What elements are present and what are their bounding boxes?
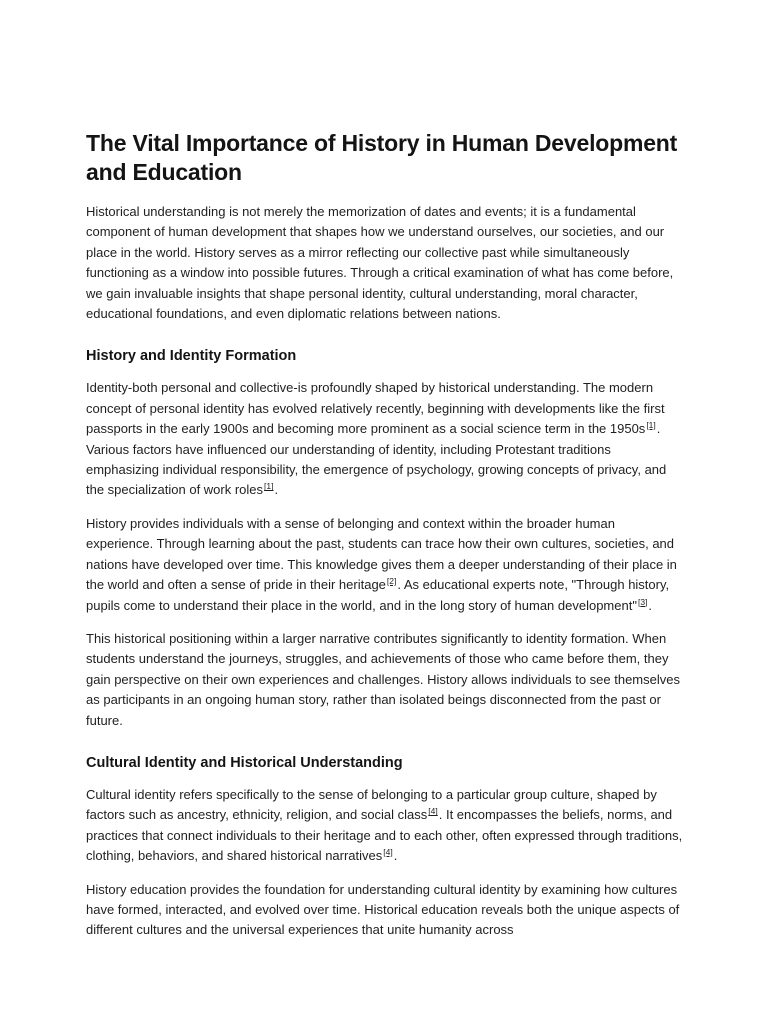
text-span: . Various factors have influenced our understanding of identity, including Protestant traditions emphasizing individual responsibility, the emergence of psychology, growing concepts of privacy, and the specialization of work roles	[86, 421, 667, 498]
text-span: .	[393, 848, 398, 864]
identity-paragraph-3: This historical positioning within a larger narrative contributes significantly to identity formation. When students understand the journeys, struggles, and achievements of those who came before them, they gain perspective on their own experiences and challenges. History allows individuals to see themselves as participants in an ongoing human story, rather than isolated beings disconnected from the past or future.	[86, 630, 680, 728]
intro-paragraph: Historical understanding is not merely the memorization of dates and events; it is a fundamental component of human development that shapes how we understand ourselves, our societies, and our place in the world. History serves as a mirror reflecting our collective past while simultaneously functioning as a window into possible futures. Through a critical examination of what has come before, we gain invaluable insights that shape personal identity, cultural understanding, moral character, educational foundations, and even diplomatic relations between nations.	[86, 204, 674, 322]
cultural-paragraph-1	[86, 785, 684, 867]
cultural-paragraph-2: History education provides the foundation for understanding cultural identity by examining how cultures have formed, interacted, and evolved over time. Historical education reveals both the unique aspects of different cultures and the universal experiences that unite humanity across	[86, 881, 680, 938]
section-heading-cultural: Cultural Identity and Historical Understanding	[86, 754, 403, 771]
identity-paragraph-2	[86, 514, 684, 616]
text-span: .	[648, 597, 653, 613]
citation-link-1[interactable]: [1]	[646, 420, 656, 431]
text-span: . As educational experts note, "Through history, pupils come to understand their place in the world, and in the long story of human development"	[86, 577, 670, 613]
text-span: Cultural identity refers specifically to the sense of belonging to a particular group culture, shaped by factors such as ancestry, ethnicity, religion, and social class	[86, 786, 657, 823]
citation-link-4b[interactable]: [4]	[383, 847, 393, 858]
article-title: The Vital Importance of History in Human Development and Education	[86, 130, 678, 185]
text-span: . It encompasses the beliefs, norms, and practices that connect individuals to their heritage and to each other, often expressed through traditions, clothing, behaviors, and shared historical narratives	[86, 807, 683, 864]
section-heading-identity: History and Identity Formation	[86, 348, 297, 365]
citation-link-4[interactable]: [4]	[428, 806, 438, 817]
identity-paragraph-1	[86, 378, 684, 500]
text-span: History provides individuals with a sense of belonging and context within the broader human experience. Through learning about the past, students can trace how their own cultures, societies, and nations have developed over time. This knowledge gives them a deeper understanding of their place in the world and often a sense of pride in their heritage	[86, 515, 677, 593]
article	[86, 129, 684, 954]
text-span: Identity-both personal and collective-is profoundly shaped by historical understanding. The modern concept of personal identity has evolved relatively recently, beginning with developments like the first passports in the early 1900s and becoming more prominent as a social science term in the 1950s	[86, 380, 665, 437]
text-span: .	[274, 482, 279, 498]
citation-link-2[interactable]: [2]	[386, 576, 397, 587]
citation-link-1b[interactable]: [1]	[264, 481, 274, 492]
citation-link-3[interactable]: [3]	[637, 596, 648, 607]
